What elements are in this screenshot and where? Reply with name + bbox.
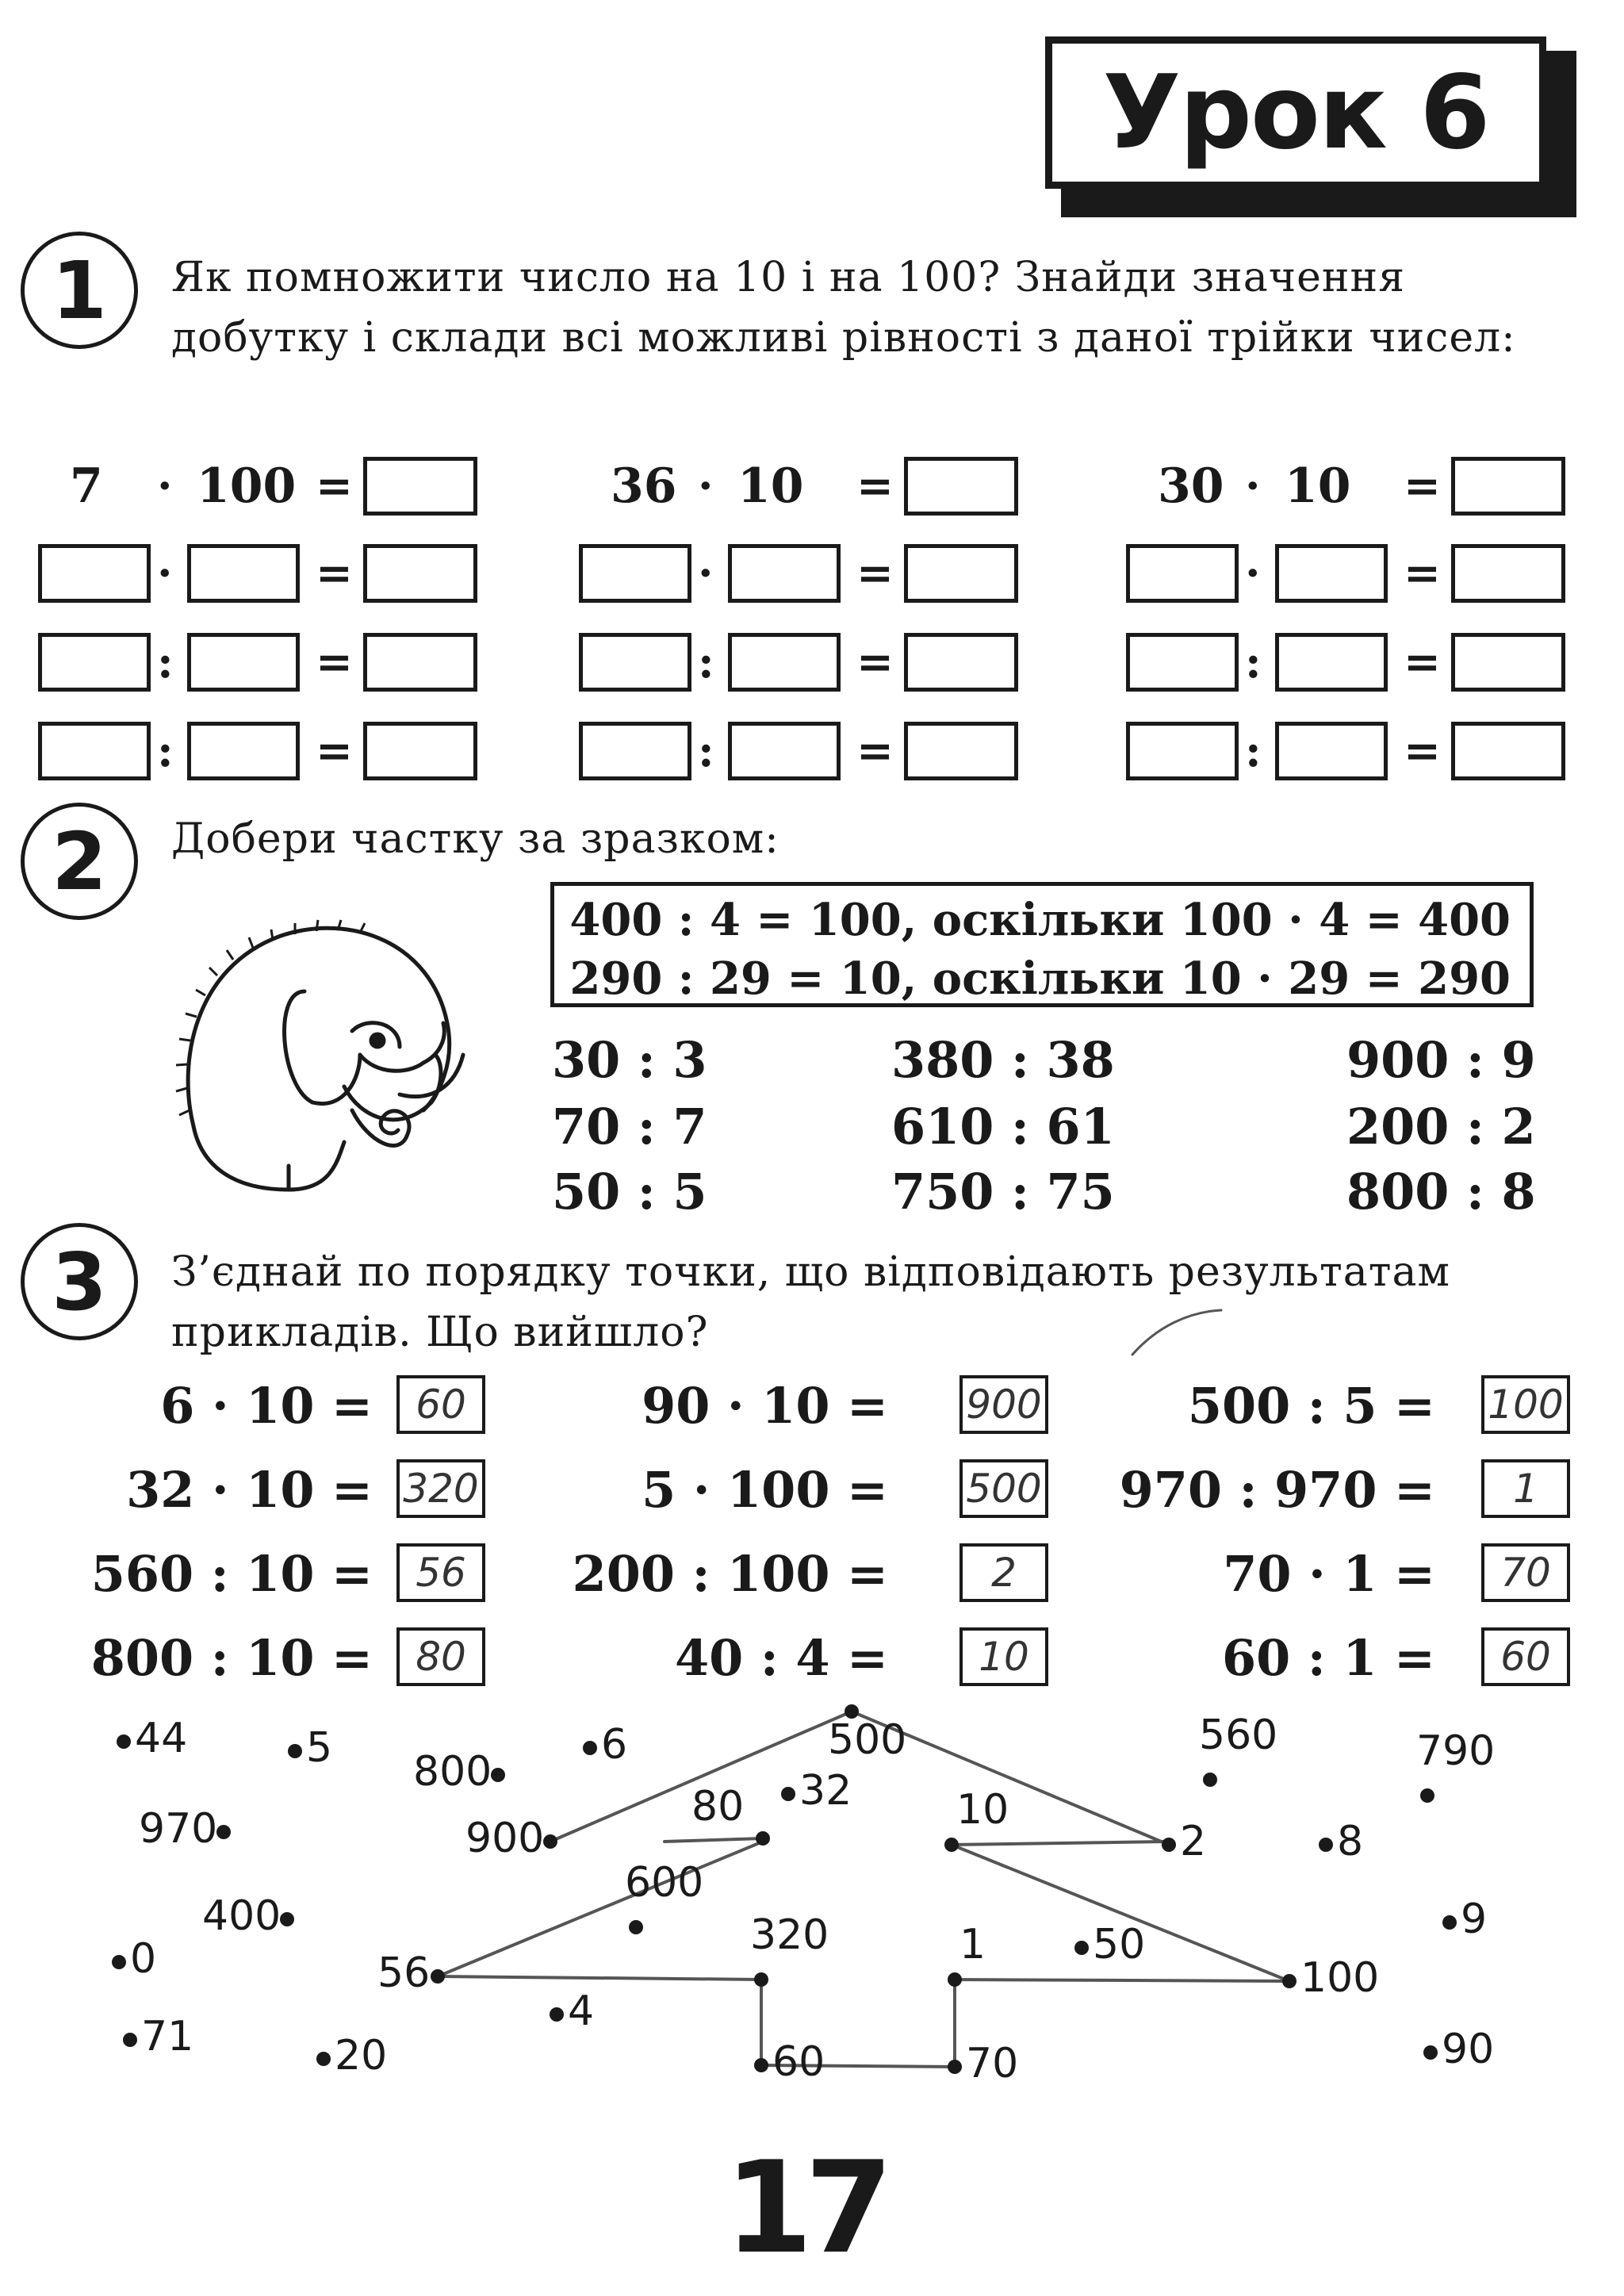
multiplication-example: 970 : 970 =: [1119, 1461, 1435, 1519]
connect-dot[interactable]: [216, 1825, 231, 1839]
task-1-equals: =: [1404, 725, 1441, 777]
sample-line-1: 400 : 4 = 100, оскільки 100 · 4 = 400: [569, 894, 1511, 946]
dot-label: 4: [568, 1987, 595, 2035]
dot-label: 90: [1442, 2026, 1495, 2073]
dot-label: 8: [1337, 1818, 1364, 1865]
dot-label: 70: [966, 2040, 1019, 2087]
dot-label: 2: [1180, 1818, 1207, 1865]
task-1-box[interactable]: [363, 722, 477, 780]
task-1-box[interactable]: [728, 722, 841, 780]
connect-dot[interactable]: [1420, 1788, 1434, 1803]
connect-dot[interactable]: [117, 1734, 131, 1749]
task-1-box[interactable]: [904, 544, 1018, 603]
dot-label: 9: [1461, 1895, 1488, 1943]
connect-dot[interactable]: [583, 1741, 597, 1755]
dot-label: 790: [1416, 1727, 1496, 1775]
task-1-box[interactable]: [1451, 544, 1565, 603]
connect-dot[interactable]: [491, 1768, 505, 1782]
task-1-box[interactable]: [1126, 633, 1239, 692]
task-1-answer-box[interactable]: [1451, 457, 1565, 516]
mammoth-illustration: [170, 904, 503, 1221]
task-1-equals: =: [1404, 547, 1441, 600]
task-1-equals: =: [316, 725, 353, 777]
connect-dot[interactable]: [1319, 1838, 1333, 1852]
task-1-box[interactable]: [38, 722, 151, 780]
division-example: 50 : 5: [552, 1163, 707, 1221]
task-1-operator: :: [157, 725, 174, 777]
handwritten-answer[interactable]: 60: [1481, 1627, 1570, 1686]
title-frame: [1045, 36, 1546, 189]
division-example: 800 : 8: [1346, 1163, 1536, 1221]
connect-dot[interactable]: [948, 1972, 962, 1987]
task-1-factor-b: 10: [737, 458, 804, 514]
dot-label: 6: [601, 1721, 628, 1769]
task-1-operator: ·: [1245, 547, 1261, 600]
multiplication-example: 90 · 10 =: [642, 1377, 888, 1435]
task-1-box[interactable]: [1275, 633, 1388, 692]
tree-middle-line: [952, 1842, 1166, 1845]
multiplication-example: 800 : 10 =: [90, 1629, 373, 1687]
dot-label: 10: [956, 1786, 1009, 1834]
connect-dot[interactable]: [781, 1787, 795, 1801]
connect-dot[interactable]: [754, 1972, 768, 1987]
dot-label: 900: [465, 1815, 545, 1862]
task-1-box[interactable]: [1126, 544, 1239, 603]
tree-base-right-line: [955, 1980, 1289, 1981]
task-1-box[interactable]: [904, 722, 1018, 780]
handwritten-answer[interactable]: 60: [396, 1375, 485, 1434]
task-1-operator: :: [157, 636, 174, 688]
dot-label: 800: [413, 1748, 492, 1796]
handwritten-answer[interactable]: 500: [959, 1459, 1048, 1518]
task-1-box[interactable]: [579, 722, 691, 780]
multiplication-example: 70 · 1 =: [1223, 1545, 1435, 1603]
dot-label: 50: [1093, 1921, 1146, 1968]
handwritten-answer[interactable]: 56: [396, 1543, 485, 1602]
handwritten-answer[interactable]: 80: [396, 1627, 485, 1686]
connect-dot[interactable]: [1423, 2045, 1438, 2060]
task-1-box[interactable]: [1126, 722, 1239, 780]
connect-dot[interactable]: [112, 1955, 126, 1969]
dot-label: 80: [691, 1783, 745, 1830]
handwritten-answer[interactable]: 2: [959, 1543, 1048, 1602]
task-1-box[interactable]: [1275, 544, 1388, 603]
lesson-title-box: [1045, 36, 1561, 203]
task-1-operator: :: [698, 636, 714, 688]
task-1-box[interactable]: [187, 544, 300, 603]
dot-label: 500: [828, 1716, 907, 1764]
dot-label: 71: [141, 2013, 194, 2060]
task-1-equals: =: [856, 460, 894, 512]
task-1-box[interactable]: [38, 544, 151, 603]
task-1-factor-b: 10: [1285, 458, 1351, 514]
task-1-operator: :: [1245, 725, 1262, 777]
connect-dot[interactable]: [754, 2058, 768, 2072]
multiplication-example: 5 · 100 =: [642, 1461, 888, 1519]
division-example: 380 : 38: [891, 1031, 1115, 1089]
task-1-equals: =: [1404, 460, 1441, 512]
division-example: 70 : 7: [552, 1098, 707, 1156]
division-example: 750 : 75: [891, 1163, 1115, 1221]
task-1-box[interactable]: [363, 544, 477, 603]
dot-label: 400: [202, 1892, 282, 1940]
handwritten-answer[interactable]: 900: [959, 1375, 1048, 1434]
task-1-box[interactable]: [1451, 633, 1565, 692]
task-1-equals: =: [316, 460, 353, 512]
connect-dot[interactable]: [316, 2052, 331, 2066]
connect-dot[interactable]: [1074, 1941, 1089, 1955]
division-example: 30 : 3: [552, 1031, 707, 1089]
connect-dot[interactable]: [1442, 1915, 1457, 1930]
task-1-box[interactable]: [579, 544, 691, 603]
multiplication-example: 6 · 10 =: [160, 1377, 373, 1435]
task-1-operator: ·: [157, 547, 173, 600]
connect-dot[interactable]: [550, 2007, 564, 2022]
task-3-number: 3: [21, 1223, 138, 1340]
task-1-answer-box[interactable]: [904, 457, 1018, 516]
task-1-box[interactable]: [579, 633, 691, 692]
handwritten-answer[interactable]: 10: [959, 1627, 1048, 1686]
multiplication-example: 500 : 5 =: [1187, 1377, 1435, 1435]
connect-dot[interactable]: [948, 2060, 962, 2074]
task-1-equals: =: [316, 636, 353, 688]
task-1-factor-a: 36: [611, 458, 677, 514]
dot-label: 60: [772, 2038, 825, 2086]
division-example: 610 : 61: [891, 1098, 1115, 1156]
task-1-equals: =: [316, 547, 353, 600]
task-1-text: Як помножити число на 10 і на 100? Знайди значення добутку і склади всі можливі рівності з даної трійки чисел:: [171, 254, 1516, 362]
multiplication-example: 60 : 1 =: [1221, 1629, 1435, 1687]
connect-dot[interactable]: [280, 1912, 294, 1926]
task-1-operator: :: [698, 725, 714, 777]
task-1-box[interactable]: [187, 633, 300, 692]
task-1-factor-a: 30: [1158, 458, 1224, 514]
task-1-equals: =: [856, 636, 894, 688]
lesson-title: Урок 6: [1102, 53, 1489, 172]
connect-dot[interactable]: [288, 1744, 302, 1758]
task-2-number: 2: [21, 803, 138, 920]
task-1-box[interactable]: [363, 633, 477, 692]
sample-box: [550, 882, 1534, 1007]
task-1-box[interactable]: [187, 722, 300, 780]
multiplication-example: 40 : 4 =: [674, 1629, 888, 1687]
dot-label: 44: [135, 1715, 188, 1762]
dot-label: 100: [1300, 1954, 1380, 2002]
task-1-equals: =: [856, 547, 894, 600]
task-1-box[interactable]: [38, 633, 151, 692]
dot-label: 20: [335, 2032, 388, 2079]
multiplication-example: 32 · 10 =: [126, 1461, 373, 1519]
dot-label: 56: [377, 1949, 431, 1997]
dot-label: 32: [799, 1767, 852, 1815]
handwritten-answer[interactable]: 1: [1481, 1459, 1570, 1518]
dot-label: 600: [625, 1859, 704, 1907]
handwritten-answer[interactable]: 320: [396, 1459, 485, 1518]
connect-dot[interactable]: [629, 1920, 643, 1934]
task-1-dot: ·: [1245, 460, 1261, 512]
handwritten-answer[interactable]: 100: [1481, 1375, 1570, 1434]
multiplication-example: 560 : 10 =: [90, 1545, 373, 1603]
task-1-dot: ·: [698, 460, 714, 512]
division-example: 200 : 2: [1346, 1098, 1536, 1156]
multiplication-example: 200 : 100 =: [572, 1545, 888, 1603]
page-number: 17: [724, 2133, 886, 2282]
sample-line-2: 290 : 29 = 10, оскільки 10 · 29 = 290: [569, 953, 1511, 1005]
dot-label: 320: [750, 1911, 829, 1959]
connect-dot[interactable]: [1282, 1974, 1297, 1988]
task-1-equals: =: [856, 725, 894, 777]
task-1-factor-a: 7: [70, 458, 103, 514]
task-1-box[interactable]: [728, 544, 841, 603]
dot-label: 1: [959, 1921, 986, 1968]
task-2-text: Добери частку за зразком:: [171, 815, 779, 863]
connect-dot[interactable]: [1162, 1838, 1176, 1852]
task-3-text: З’єднай по порядку точки, що відповідають результатам прикладів. Що вийшло?: [171, 1248, 1450, 1356]
task-1-factor-b: 100: [197, 458, 297, 514]
dot-label: 970: [139, 1805, 218, 1853]
connect-dot[interactable]: [944, 1838, 959, 1852]
connect-dot[interactable]: [1203, 1773, 1217, 1787]
connect-dot[interactable]: [123, 2033, 137, 2047]
connect-dot[interactable]: [756, 1831, 770, 1846]
task-1-equals: =: [1404, 636, 1441, 688]
tree-base-left-line: [438, 1976, 761, 1980]
task-1-answer-box[interactable]: [363, 457, 477, 516]
task-1-operator: :: [1245, 636, 1262, 688]
task-1-box[interactable]: [904, 633, 1018, 692]
task-1-dot: ·: [157, 460, 173, 512]
dot-label: 560: [1199, 1711, 1278, 1759]
tree-top-inner-line: [665, 1838, 763, 1842]
task-1-box[interactable]: [1451, 722, 1565, 780]
connect-dot[interactable]: [431, 1969, 445, 1984]
handwritten-answer[interactable]: 70: [1481, 1543, 1570, 1602]
connect-dot[interactable]: [543, 1834, 557, 1849]
task-1-box[interactable]: [728, 633, 841, 692]
task-1-operator: ·: [698, 547, 714, 600]
task-1-box[interactable]: [1275, 722, 1388, 780]
dot-label: 5: [306, 1724, 333, 1772]
division-example: 900 : 9: [1346, 1031, 1536, 1089]
dot-label: 0: [130, 1935, 157, 1983]
task-1-number: 1: [21, 232, 138, 349]
